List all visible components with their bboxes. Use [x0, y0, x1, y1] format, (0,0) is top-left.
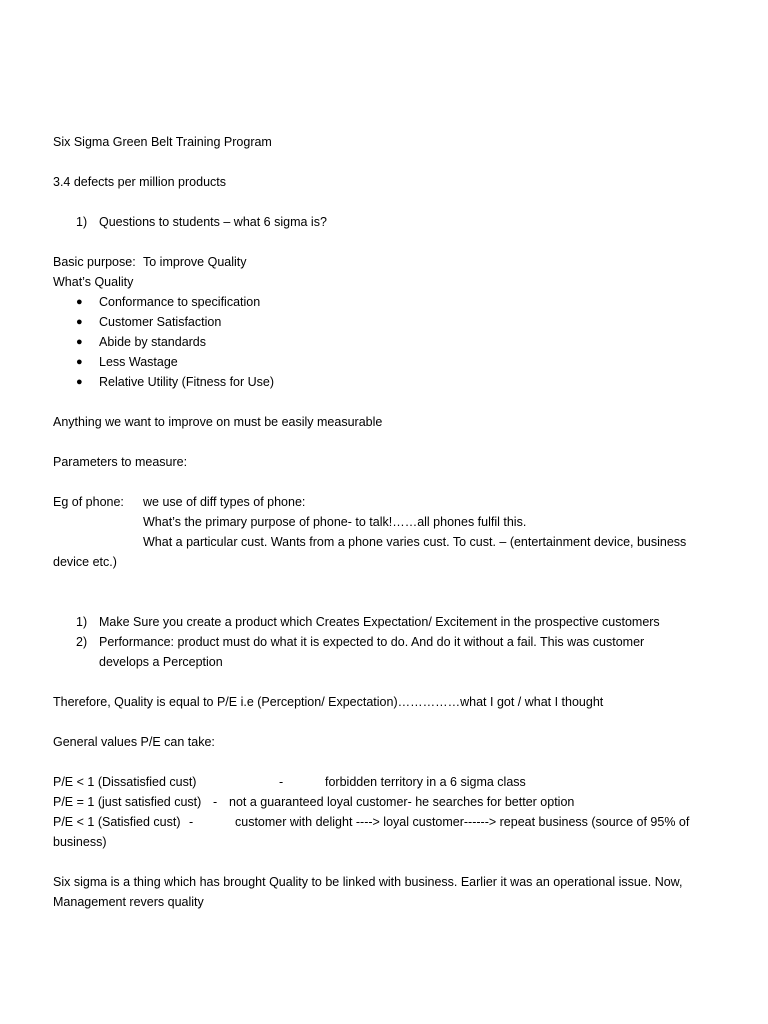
pe-row: [53, 812, 713, 832]
defects-line: 3.4 defects per million products: [53, 175, 227, 189]
parameters-heading: Parameters to measure:: [53, 455, 188, 469]
pe-row-cont: business): [53, 835, 107, 849]
therefore-statement: Therefore, Quality is equal to P/E i.e (Perception/ Expectation)……………what I got / what I thought: [53, 695, 604, 709]
question-list: [53, 212, 713, 232]
bullet-icon: ●: [76, 296, 83, 308]
phone-line-3: What a particular cust. Wants from a phone varies cust. To cust. – (entertainment device, business: [143, 535, 687, 549]
steps-list: [53, 612, 713, 672]
list-text: Customer Satisfaction: [99, 315, 222, 329]
purpose-label: Basic purpose:: [53, 255, 136, 269]
list-item: [53, 612, 713, 632]
document-page: [53, 132, 713, 912]
list-item: [53, 632, 669, 672]
pe-dash: -: [213, 795, 218, 809]
list-text: Relative Utility (Fitness for Use): [99, 375, 275, 389]
pe-description: not a guaranteed loyal customer- he searches for better option: [229, 795, 575, 809]
bullet-icon: ●: [76, 336, 83, 348]
document-title: Six Sigma Green Belt Training Program: [53, 135, 272, 149]
list-text: Conformance to specification: [99, 295, 261, 309]
bullet-icon: ●: [76, 316, 83, 328]
pe-condition: P/E = 1 (just satisfied cust): [53, 795, 202, 809]
pe-description: customer with delight ----> loyal customer------> repeat business (source of 95% of: [235, 815, 690, 829]
purpose-value: To improve Quality: [143, 255, 247, 269]
pe-dash: -: [279, 775, 284, 789]
bullet-icon: ●: [76, 376, 83, 388]
list-number: 2): [76, 635, 88, 649]
list-item: [53, 292, 713, 312]
list-text: Performance: product must do what it is expected to do. And do it without a fail. This was customer develops a Perception: [99, 635, 645, 669]
list-item: [53, 212, 713, 232]
list-item: [53, 312, 713, 332]
general-values-heading: General values P/E can take:: [53, 735, 215, 749]
quality-list: [53, 292, 713, 392]
list-number: 1): [76, 215, 88, 229]
list-text: Questions to students – what 6 sigma is?: [99, 215, 327, 229]
list-text: Less Wastage: [99, 355, 178, 369]
pe-description: forbidden territory in a 6 sigma class: [325, 775, 526, 789]
phone-line-1: we use of diff types of phone:: [143, 495, 306, 509]
list-item: [53, 352, 713, 372]
closing-paragraph: Six sigma is a thing which has brought Quality to be linked with business. Earlier it was an operational issue. Now, Management revers quality: [53, 875, 683, 909]
phone-line-3-cont: device etc.): [53, 555, 117, 569]
pe-row: [53, 792, 713, 812]
bullet-icon: ●: [76, 356, 83, 368]
measurable-statement: Anything we want to improve on must be easily measurable: [53, 415, 383, 429]
basic-purpose: [53, 252, 713, 272]
pe-dash: -: [189, 815, 194, 829]
list-text: Make Sure you create a product which Creates Expectation/ Excitement in the prospective customers: [99, 615, 660, 629]
list-number: 1): [76, 615, 88, 629]
list-item: [53, 372, 713, 392]
whats-quality: What’s Quality: [53, 275, 134, 289]
list-text: Abide by standards: [99, 335, 207, 349]
pe-condition: P/E < 1 (Dissatisfied cust): [53, 775, 197, 789]
list-item: [53, 332, 713, 352]
phone-line-2: What’s the primary purpose of phone- to talk!……all phones fulfil this.: [143, 515, 527, 529]
pe-condition: P/E < 1 (Satisfied cust): [53, 815, 181, 829]
phone-example-line: [53, 492, 713, 512]
phone-label: Eg of phone:: [53, 495, 124, 509]
pe-row: [53, 772, 713, 792]
